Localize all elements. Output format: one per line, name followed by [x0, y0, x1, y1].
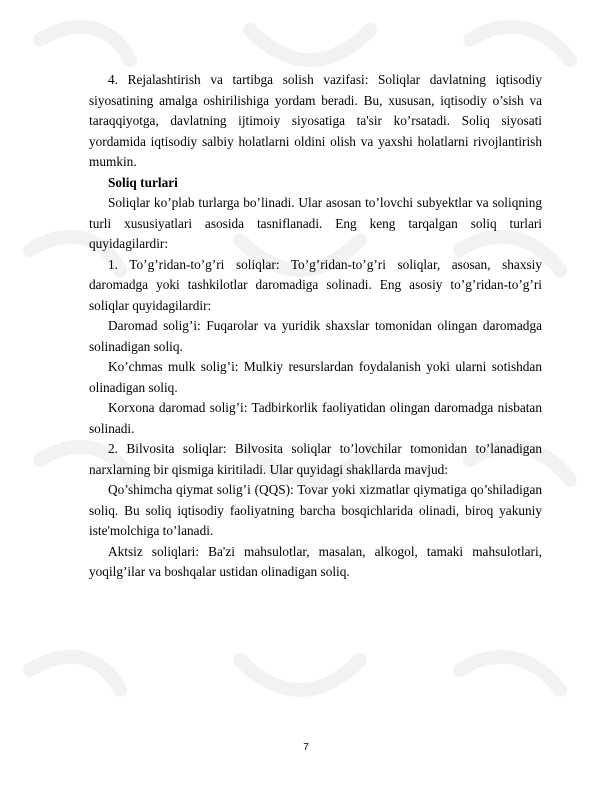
paragraph-daromad-soligi: Daromad solig’i: Fuqarolar va yuridik shaxslar tomonidan olingan daromadga solinadigan soliq.	[89, 318, 542, 354]
page-number: 7	[303, 742, 309, 753]
paragraph-rejalashtirish: 4. Rejalashtirish va tartibga solish vazifasi: Soliqlar davlatning iqtisodiy siyosatining amalga oshirilishiga yordam beradi. Bu, xususan, iqtisodiy o’sish va taraqqiyotga, davlatning ijtimoiy siyosatiga ta'sir ko’rsatadi. Soliq siyosati yordamida iqtisodiy salbiy holatlarni oldini olish va yaxshi holatlarni rivojlantirish mumkin.	[89, 72, 542, 169]
paragraph-togridan-togri-soliqlar: 1. To’g’ridan-to’g’ri soliqlar: To’g’ridan-to’g’ri soliqlar, asosan, shaxsiy daromadga yoki tashkilotlar daromadiga solinadi. Eng asosiy to’g’ridan-to’g’ri soliqlar quyidagilardir:	[89, 256, 542, 313]
document-body	[89, 70, 542, 583]
paragraph-kochmas-mulk-soligi: Ko’chmas mulk solig’i: Mulkiy resurslardan foydalanish yoki ularni sotishdan olinadigan soliq.	[89, 359, 542, 395]
section-heading-soliq-turlari: Soliq turlari	[108, 174, 178, 190]
paragraph-bilvosita-soliqlar: 2. Bilvosita soliqlar: Bilvosita soliqlar to’lovchilar tomonidan to’lanadigan narxlarning bir qismiga kiritiladi. Ular quyidagi shakllarda mavjud:	[89, 441, 542, 477]
paragraph-aktsiz-soliqlari: Aktsiz soliqlari: Ba'zi mahsulotlar, masalan, alkogol, tamaki mahsulotlari, yoqilg’ilar va boshqalar ustidan olinadigan soliq.	[89, 543, 542, 579]
paragraph-korxona-daromad-soligi: Korxona daromad solig’i: Tadbirkorlik faoliyatidan olingan daromadga nisbatan solinadi.	[89, 400, 542, 436]
paragraph-soliq-turlari-intro: Soliqlar ko’plab turlarga bo’linadi. Ular asosan to’lovchi subyektlar va soliqning turli xususiyatlari asosida tasniflanadi. Eng keng tarqalgan soliq turlari quyidagilardir:	[89, 195, 542, 251]
paragraph-qqs: Qo’shimcha qiymat solig’i (QQS): Tovar yoki xizmatlar qiymatiga qo’shiladigan soliq. Bu soliq iqtisodiy faoliyatning barcha bosqichlarida olinadi, biroq yakuniy iste'molchiga to’lanadi.	[89, 482, 542, 538]
